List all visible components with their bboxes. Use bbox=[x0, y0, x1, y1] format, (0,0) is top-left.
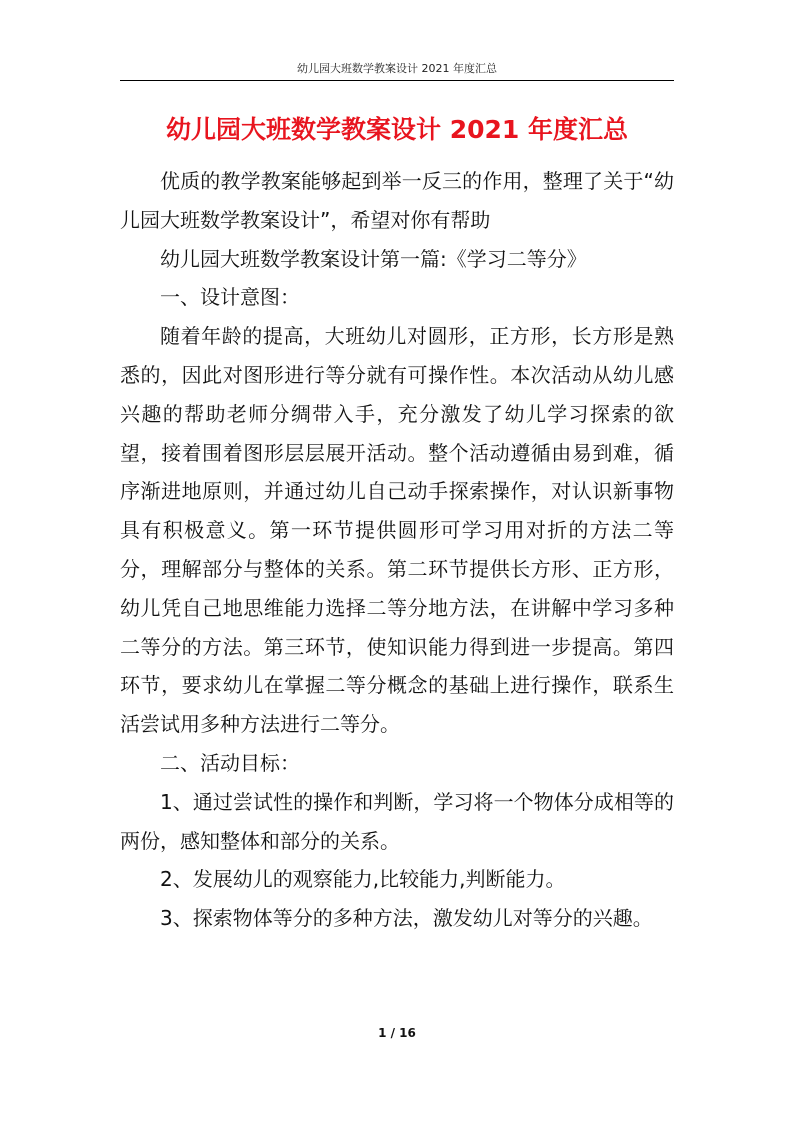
document-body bbox=[120, 162, 674, 938]
list-item: 2、发展幼儿的观察能力,比较能力,判断能力。 bbox=[160, 867, 566, 892]
intro-paragraph: 优质的教学教案能够起到举一反三的作用，整理了关于“幼儿园大班数学教案设计”，希望对你有帮助 bbox=[120, 169, 674, 232]
header-divider bbox=[120, 80, 674, 81]
section-heading: 幼儿园大班数学教案设计第一篇:《学习二等分》 bbox=[160, 246, 587, 271]
document-title: 幼儿园大班数学教案设计 2021 年度汇总 bbox=[166, 115, 628, 144]
subheading-design-intent: 一、设计意图： bbox=[160, 285, 300, 310]
list-item: 3、探索物体等分的多种方法，激发幼儿对等分的兴趣。 bbox=[160, 906, 653, 931]
list-item: 1、通过尝试性的操作和判断，学习将一个物体分成相等的两份，感知整体和部分的关系。 bbox=[120, 789, 674, 853]
subheading-activity-goals: 二、活动目标： bbox=[160, 750, 300, 775]
body-paragraph: 随着年龄的提高，大班幼儿对圆形，正方形，长方形是熟悉的，因此对图形进行等分就有可操作性。本次活动从幼儿感兴趣的帮助老师分绸带入手，充分激发了幼儿学习探索的欲望，接着围着图形层层展开活动。整个活动遵循由易到难，循序渐进地原则，并通过幼儿自己动手探索操作，对认识新事物具有积极意义。第一环节提供圆形可学习用对折的方法二等分，理解部分与整体的关系。第二环节提供长方形、正方形，幼儿凭自己地思维能力选择二等分地方法，在讲解中学习多种二等分的方法。第三环节，使知识能力得到进一步提高。第四环节，要求幼儿在掌握二等分概念的基础上进行操作，联系生活尝试用多种方法进行二等分。 bbox=[120, 324, 674, 737]
running-header: 幼儿园大班数学教案设计 2021 年度汇总 bbox=[297, 62, 497, 75]
page-number: 1 / 16 bbox=[378, 1026, 416, 1040]
